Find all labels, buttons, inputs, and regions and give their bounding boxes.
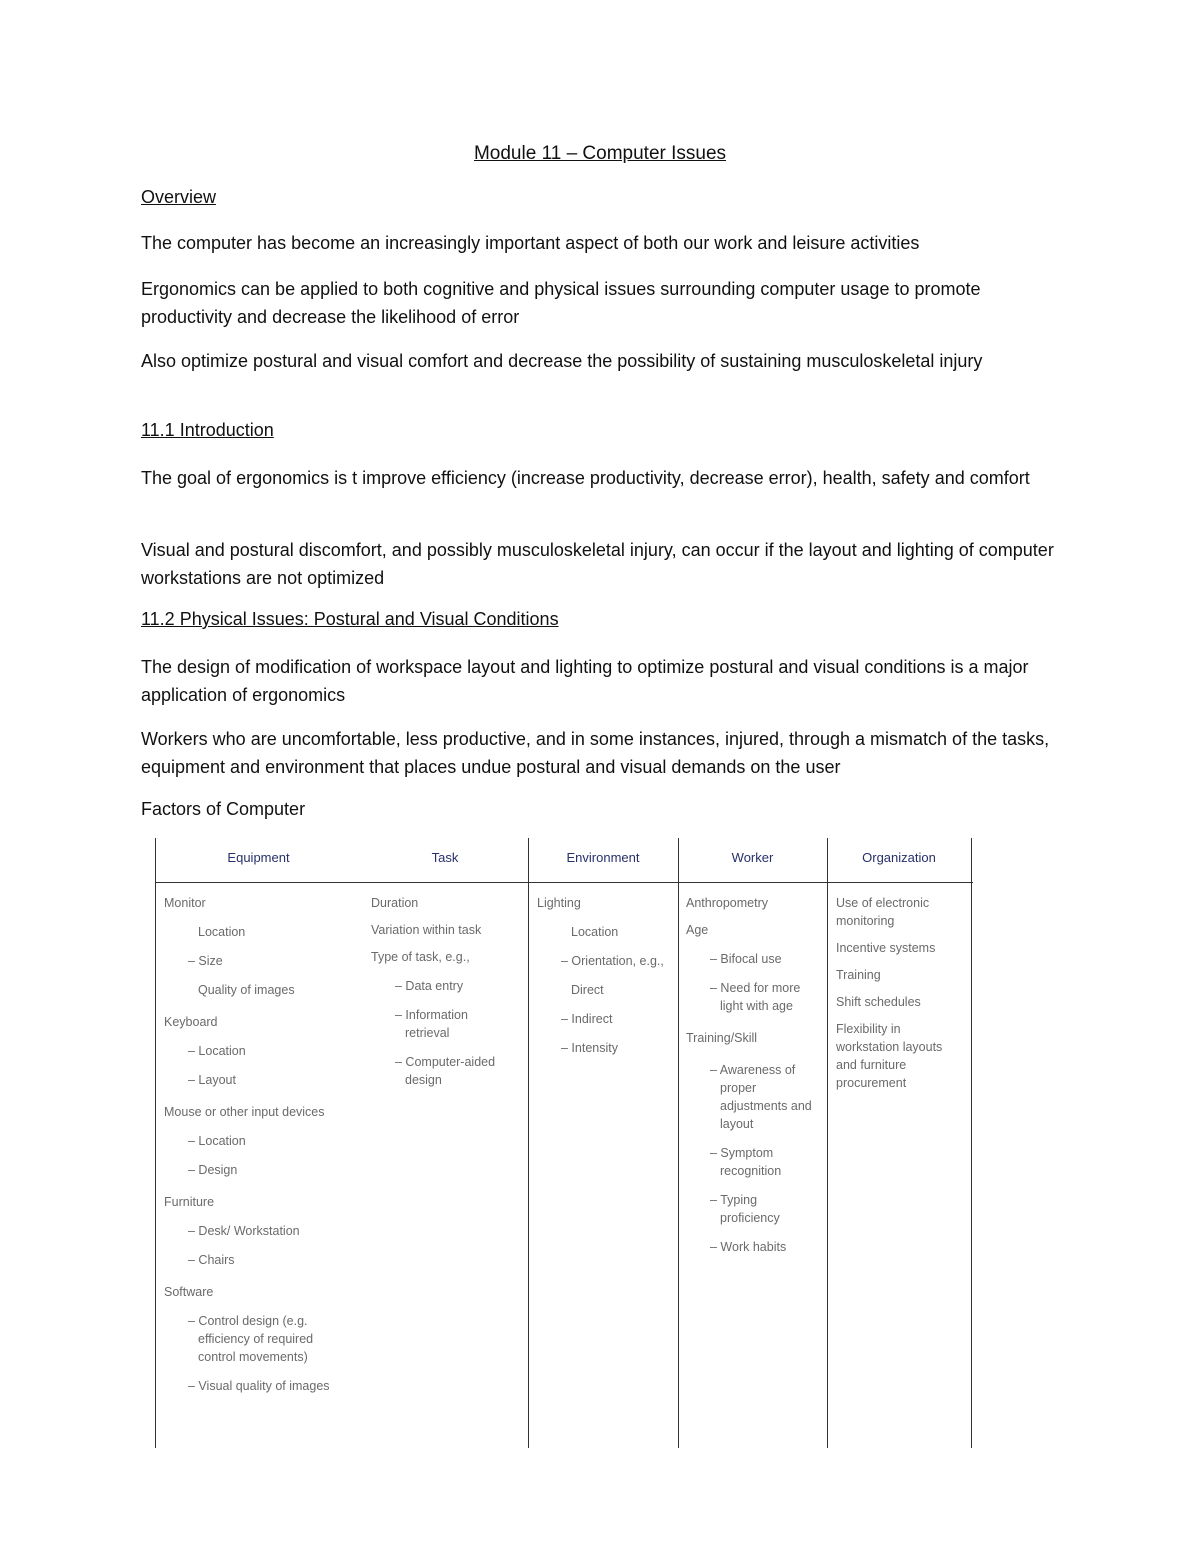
list-item: retrieval (405, 1026, 450, 1040)
list-item: workstation layouts (836, 1040, 943, 1054)
header-organization: Organization (862, 850, 936, 865)
list-item: Training (836, 968, 881, 982)
factors-table (155, 838, 973, 1448)
list-item: Furniture (164, 1195, 215, 1209)
list-item: – Design (188, 1163, 238, 1177)
physical-issues-heading: 11.2 Physical Issues: Postural and Visual Conditions (141, 609, 559, 629)
list-item: procurement (836, 1076, 907, 1090)
list-item: efficiency of required (198, 1332, 314, 1346)
introduction-paragraph-1: The goal of ergonomics is t improve efficiency (increase productivity, decrease error), health, safety and comfort (141, 468, 1030, 488)
list-item: – Symptom (710, 1146, 774, 1160)
list-item: Direct (571, 983, 604, 997)
overview-paragraph-1: The computer has become an increasingly important aspect of both our work and leisure activities (141, 233, 920, 253)
physical-paragraph-2: Workers who are uncomfortable, less productive, and in some instances, injured, through a mismatch of the tasks, equipment and environment that places undue postural and visual demands on the user (141, 729, 1050, 777)
list-item: Software (164, 1285, 214, 1299)
table-divider-3 (827, 838, 828, 1448)
list-item: Age (686, 923, 709, 937)
list-item: adjustments and (720, 1099, 812, 1113)
list-item: – Location (188, 1134, 246, 1148)
list-item: control movements) (198, 1350, 308, 1364)
list-item: – Intensity (561, 1041, 618, 1055)
equipment-column (164, 894, 364, 1395)
table-border-right (971, 838, 972, 1448)
task-column (371, 894, 527, 1089)
list-item: Lighting (537, 896, 581, 910)
list-item: and furniture (836, 1058, 907, 1072)
list-item: Duration (371, 896, 419, 910)
list-item: – Data entry (395, 979, 464, 993)
list-item: – Size (188, 954, 223, 968)
list-item: Training/Skill (686, 1031, 758, 1045)
overview-paragraph-3: Also optimize postural and visual comfort and decrease the possibility of sustaining musculoskeletal injury (141, 351, 983, 371)
list-item: proper (720, 1081, 757, 1095)
table-divider-2 (678, 838, 679, 1448)
list-item: – Visual quality of images (188, 1379, 330, 1393)
header-task: Task (431, 850, 459, 865)
list-item: Monitor (164, 896, 206, 910)
list-item: Use of electronic (836, 896, 930, 910)
list-item: Incentive systems (836, 941, 936, 955)
list-item: – Layout (188, 1073, 236, 1087)
table-header-rule (155, 882, 973, 883)
list-item: – Work habits (710, 1240, 787, 1254)
list-item: Anthropometry (686, 896, 768, 910)
list-item: Shift schedules (836, 995, 921, 1009)
list-item: Location (571, 925, 619, 939)
list-item: – Bifocal use (710, 952, 782, 966)
list-item: – Computer-aided (395, 1055, 496, 1069)
list-item: Variation within task (371, 923, 482, 937)
list-item: recognition (720, 1164, 782, 1178)
physical-paragraph-1: The design of modification of workspace layout and lighting to optimize postural and visual conditions is a major application of ergonomics (141, 657, 1029, 705)
header-worker: Worker (731, 850, 774, 865)
list-item: layout (720, 1117, 754, 1131)
list-item: – Control design (e.g. (188, 1314, 308, 1328)
introduction-heading: 11.1 Introduction (141, 420, 274, 440)
overview-paragraph-2: Ergonomics can be applied to both cognitive and physical issues surrounding computer usage to promote productivity and decrease the likelihood of error (141, 279, 981, 327)
list-item: design (405, 1073, 442, 1087)
header-environment: Environment (566, 850, 640, 865)
list-item: – Orientation, e.g., (561, 954, 664, 968)
page-title: Module 11 – Computer Issues (473, 143, 727, 164)
list-item: – Chairs (188, 1253, 235, 1267)
overview-heading: Overview (141, 187, 217, 207)
list-item: proficiency (720, 1211, 780, 1225)
introduction-paragraph-2: Visual and postural discomfort, and possibly musculoskeletal injury, can occur if the layout and lighting of computer workstations are not optimized (141, 540, 1054, 588)
list-item: Quality of images (198, 983, 295, 997)
header-equipment: Equipment (227, 850, 290, 865)
list-item: Location (198, 925, 246, 939)
list-item: light with age (720, 999, 793, 1013)
list-item: – Information (395, 1008, 468, 1022)
table-divider-1 (528, 838, 529, 1448)
list-item: monitoring (836, 914, 895, 928)
list-item: – Awareness of (710, 1063, 796, 1077)
list-item: Mouse or other input devices (164, 1105, 325, 1119)
factors-label: Factors of Computer (141, 799, 306, 819)
list-item: – Typing (710, 1193, 758, 1207)
environment-column (537, 894, 677, 1057)
list-item: Type of task, e.g., (371, 950, 470, 964)
worker-column (686, 894, 826, 1256)
list-item: – Need for more (710, 981, 801, 995)
organization-column (836, 894, 970, 1092)
list-item: – Location (188, 1044, 246, 1058)
list-item: – Desk/ Workstation (188, 1224, 300, 1238)
table-border-left (155, 838, 156, 1448)
list-item: – Indirect (561, 1012, 613, 1026)
list-item: Keyboard (164, 1015, 218, 1029)
list-item: Flexibility in (836, 1022, 901, 1036)
